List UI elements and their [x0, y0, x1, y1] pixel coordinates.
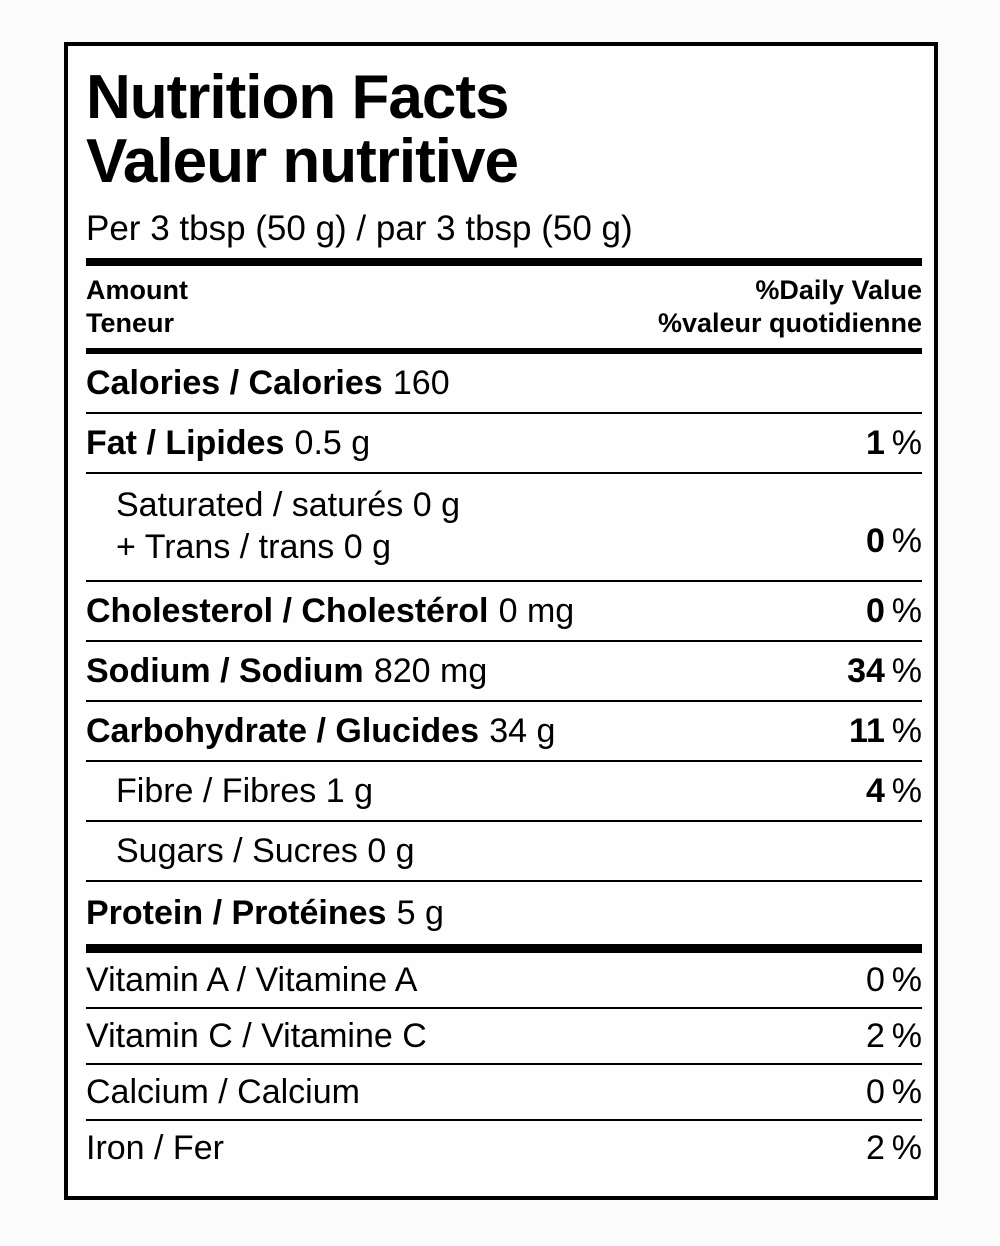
- carbohydrate-name: [86, 710, 555, 752]
- title-french: Valeur nutritive: [86, 127, 518, 196]
- amount-header-fr: Teneur: [86, 308, 175, 338]
- sodium-daily-value: 34 %: [847, 652, 922, 690]
- row-protein: [86, 882, 922, 944]
- amount-header: [86, 274, 188, 340]
- sodium-value: 820 mg: [373, 652, 488, 690]
- vitamin-a-daily-value: 0 %: [866, 961, 922, 999]
- sugars-name: Sugars / Sucres 0 g: [116, 832, 415, 870]
- row-vitamin-a: [86, 953, 922, 1007]
- trans-line: + Trans / trans 0 g: [116, 528, 391, 566]
- cholesterol-label: Cholesterol / Cholestérol: [86, 592, 489, 630]
- calories-name: [86, 362, 450, 404]
- fat-value: 0.5 g: [294, 424, 371, 462]
- calories-value: 160: [392, 364, 450, 402]
- row-sodium: [86, 642, 922, 700]
- vitamin-c-name: Vitamin C / Vitamine C: [86, 1017, 427, 1055]
- cholesterol-value: 0 mg: [498, 592, 575, 630]
- fat-name: [86, 422, 370, 464]
- calcium-daily-value: 0 %: [866, 1073, 922, 1111]
- row-calcium: [86, 1065, 922, 1119]
- divider-thick-protein: [86, 944, 922, 953]
- calcium-name: Calcium / Calcium: [86, 1073, 360, 1111]
- carbohydrate-label: Carbohydrate / Glucides: [86, 712, 479, 750]
- column-header-row: [86, 274, 922, 340]
- saturated-trans-name: [86, 484, 460, 568]
- vitamin-a-name: Vitamin A / Vitamine A: [86, 961, 418, 999]
- daily-value-header: [658, 274, 922, 340]
- iron-daily-value: 2 %: [866, 1129, 922, 1167]
- nutrition-facts-label: [64, 42, 938, 1200]
- cholesterol-name: [86, 590, 574, 632]
- row-calories: [86, 354, 922, 412]
- protein-value: 5 g: [396, 894, 444, 932]
- row-sugars: [86, 822, 922, 880]
- iron-name: Iron / Fer: [86, 1129, 224, 1167]
- fat-label: Fat / Lipides: [86, 424, 285, 462]
- sodium-label: Sodium / Sodium: [86, 652, 364, 690]
- fibre-name: Fibre / Fibres 1 g: [116, 772, 373, 810]
- saturated-line: Saturated / saturés 0 g: [116, 486, 460, 524]
- row-carbohydrate: [86, 702, 922, 760]
- saturated-trans-daily-value: 0 %: [866, 522, 922, 560]
- amount-header-en: Amount: [86, 275, 188, 305]
- row-iron: [86, 1121, 922, 1175]
- daily-value-header-en: %Daily Value: [755, 275, 922, 305]
- daily-value-header-fr: %valeur quotidienne: [657, 308, 922, 338]
- calories-label: Calories / Calories: [86, 364, 383, 402]
- cholesterol-daily-value: 0 %: [866, 592, 922, 630]
- vitamin-c-daily-value: 2 %: [866, 1017, 922, 1055]
- fibre-daily-value: 4 %: [866, 772, 922, 810]
- divider-thick-top: [86, 258, 922, 266]
- carbohydrate-daily-value: 11 %: [849, 712, 922, 750]
- carbohydrate-value: 34 g: [489, 712, 556, 750]
- protein-name: [86, 892, 444, 934]
- protein-label: Protein / Protéines: [86, 894, 387, 932]
- row-cholesterol: [86, 582, 922, 640]
- row-saturated-trans: [86, 474, 922, 580]
- title-english: Nutrition Facts: [86, 63, 509, 132]
- row-fibre: [86, 762, 922, 820]
- serving-size: Per 3 tbsp (50 g) / par 3 tbsp (50 g): [86, 209, 633, 248]
- row-vitamin-c: [86, 1009, 922, 1063]
- row-fat: [86, 414, 922, 472]
- sodium-name: [86, 650, 487, 692]
- fat-daily-value: 1 %: [866, 424, 922, 462]
